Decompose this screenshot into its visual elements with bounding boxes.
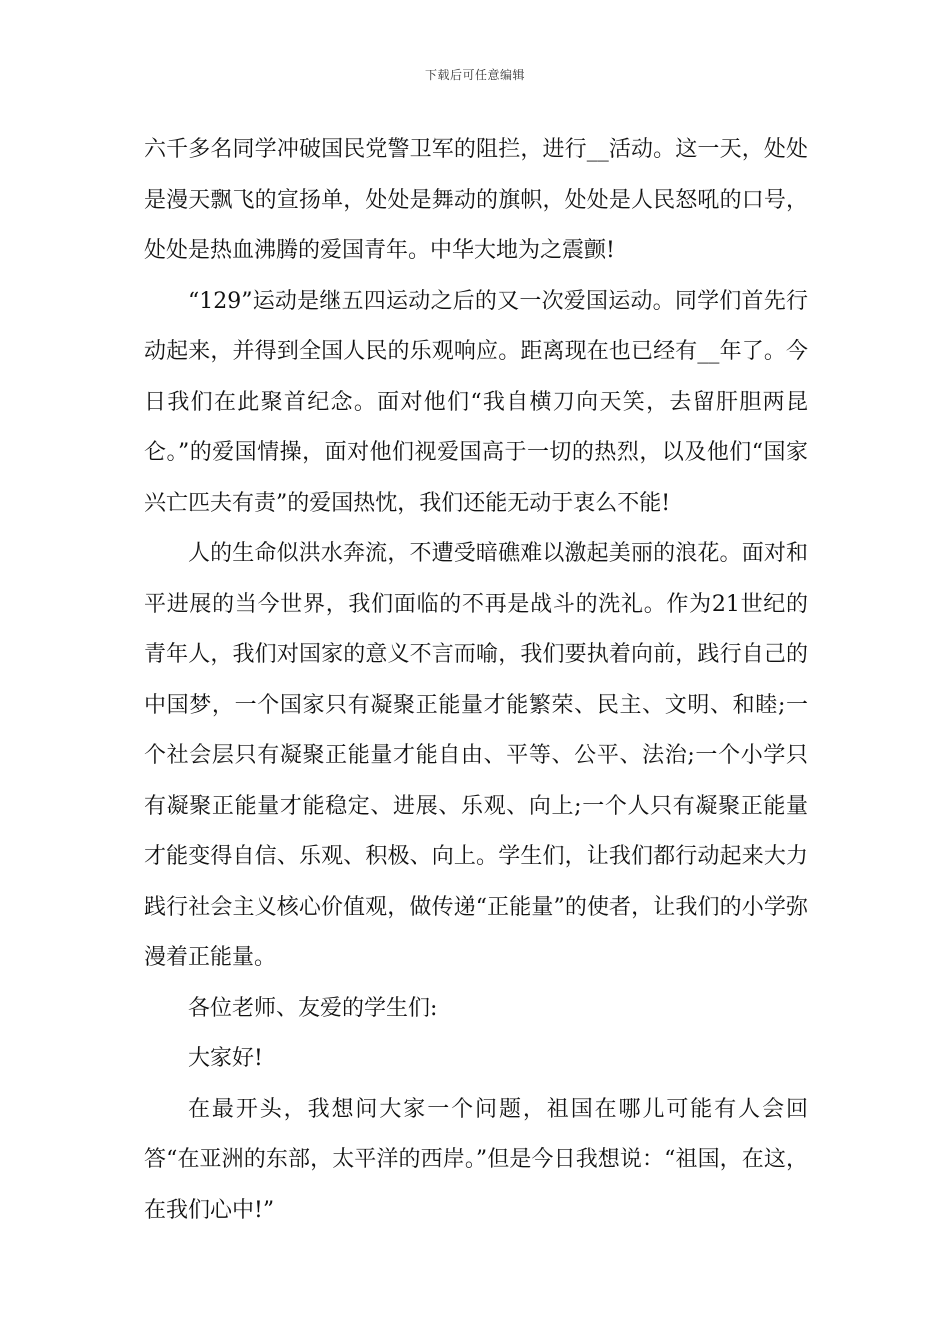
paragraph-3: 人的生命似洪水奔流，不遭受暗礁难以激起美丽的浪花。面对和平进展的当今世界，我们面临的不再是战斗的洗礼。作为21世纪的青年人，我们对国家的意义不言而喻，我们要执着向前，践行自己的中国梦，一个国家只有凝聚正能量才能繁荣、民主、文明、和睦;一个社会层只有凝聚正能量才能自由、平等、公平、法治;一个小学只有凝聚正能量才能稳定、进展、乐观、向上;一个人只有凝聚正能量才能变得自信、乐观、积极、向上。学生们，让我们都行动起来大力践行社会主义核心价值观，做传递“正能量”的使者，让我们的小学弥漫着正能量。 [144, 541, 808, 970]
page-header: 下载后可任意编辑 [424, 68, 525, 82]
paragraph-2: “129”运动是继五四运动之后的又一次爱国运动。同学们首先行动起来，并得到全国人民的乐观响应。距离现在也已经有__年了。今日我们在此聚首纪念。面对他们“我自横刀向天笑，去留肝胆两昆仑。”的爱国情操，面对他们视爱国高于一切的热烈，以及他们“国家兴亡匹夫有责”的爱国热忱，我们还能无动于衷么不能! [144, 288, 808, 516]
paragraph-1: 六千多名同学冲破国民党警卫军的阻拦，进行__活动。这一天，处处是漫天飘飞的宣扬单，处处是舞动的旗帜，处处是人民怒吼的口号，处处是热血沸腾的爱国青年。中华大地为之震颤! [144, 137, 808, 263]
document-body [144, 125, 808, 1236]
paragraph-6: 在最开头，我想问大家一个问题，祖国在哪儿可能有人会回答“在亚洲的东部，太平洋的西岸。”但是今日我想说：“祖国，在这，在我们心中!” [144, 1096, 808, 1223]
greeting-line: 各位老师、友爱的学生们: [188, 995, 438, 1021]
hello-line: 大家好! [188, 1046, 263, 1071]
